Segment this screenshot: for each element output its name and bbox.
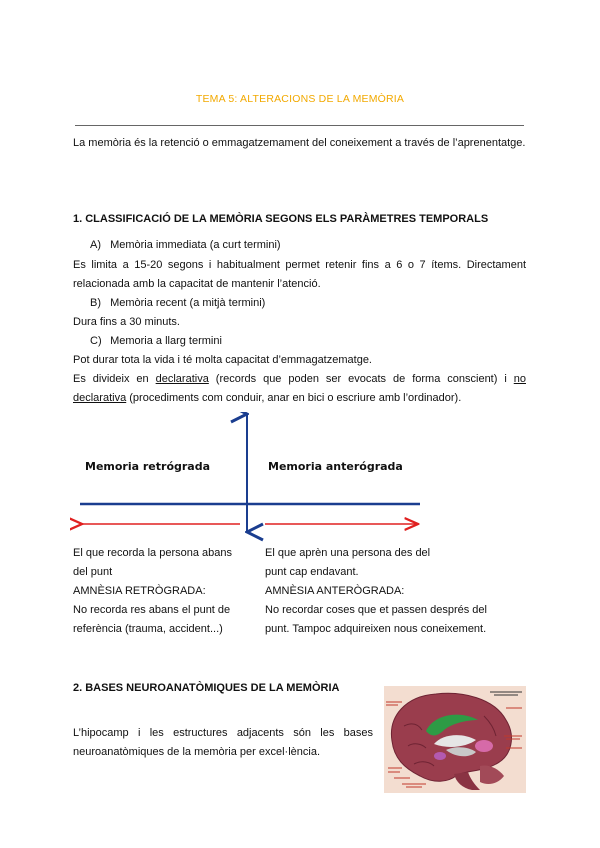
anterograde-description [265,544,527,639]
retro-line: AMNÈSIA RETRÒGRADA: [73,585,206,597]
section1-heading: 1. CLASSIFICACIÓ DE LA MEMÒRIA SEGONS ELS PARÀMETRES TEMPORALS [73,213,489,225]
section2-heading: 2. BASES NEUROANATÒMIQUES DE LA MEMÒRIA [73,682,340,694]
retro-line: del punt [73,566,113,578]
item-c-label: Memoria a llarg termini [110,335,222,347]
declarativa-term: declarativa [155,373,209,385]
item-b-desc: Dura fins a 30 minuts. [73,316,180,328]
no-declarativa-term: no declarativa [73,373,526,404]
item-c-desc: Pot durar tota la vida i té molta capacitat d’emmagatzematge. [73,354,372,366]
item-b [90,294,265,313]
antero-line: No recordar coses que et passen després del [265,604,487,616]
antero-line: El que aprèn una persona des del [265,547,431,559]
item-a-letter: A) [90,239,101,251]
retro-line: No recorda res abans el punt de [73,604,231,616]
antero-line: punt cap endavant. [265,566,359,578]
anterograde-label: Memoria anterógrada [268,460,403,473]
item-b-label: Memòria recent (a mitjà termini) [110,297,266,309]
item-a [90,236,281,255]
intro-paragraph: La memòria és la retenció o emmagatzemament del coneixement a través de l’aprenentatge. [73,137,526,149]
memory-timeline-diagram [70,412,450,542]
division-text-pre: Es divideix en [73,373,156,385]
section2-paragraph: L’hipocamp i les estructures adjacents són les bases neuroanatòmiques de la memòria per excel·lència. [73,727,373,758]
item-c [90,332,222,351]
retrograde-description [73,544,263,639]
retro-line: El que recorda la persona abans [73,547,232,559]
brain-illustration [384,686,526,793]
page-title: TEMA 5: ALTERACIONS DE LA MEMÒRIA [195,93,405,105]
title-divider [75,125,524,126]
antero-line: AMNÈSIA ANTERÒGRADA: [265,585,405,597]
item-c-letter: C) [90,335,102,347]
retrograde-label: Memoria retrógrada [85,460,211,473]
division-text-post: (procediments com conduir, anar en bici o escriure amb l’ordinador). [126,392,462,404]
item-a-label: Memòria immediata (a curt termini) [110,239,281,251]
division-text-mid: (records que poden ser evocats de forma conscient) i [208,373,514,385]
retro-line: referència (trauma, accident...) [73,623,223,635]
antero-line: punt. Tampoc adquireixen nous coneixement. [265,623,487,635]
item-b-letter: B) [90,297,101,309]
long-term-division [73,370,526,408]
item-a-desc: Es limita a 15-20 segons i habitualment permet retenir fins a 6 o 7 ítems. Directament relacionada amb la capacitat de mantenir l’atenció. [73,259,526,290]
